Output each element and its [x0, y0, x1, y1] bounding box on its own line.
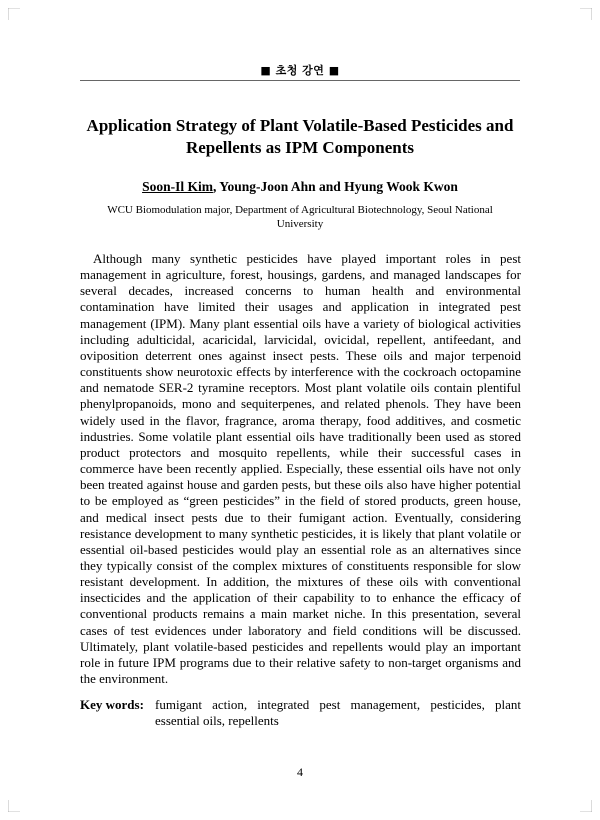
header-divider [80, 80, 520, 81]
page-number: 4 [297, 765, 303, 779]
presenting-author: Soon-Il Kim [142, 179, 213, 194]
keywords-list: fumigant action, integrated pest management, pesticides, plant essential oils, repellents [155, 697, 521, 728]
keywords-block [80, 697, 521, 729]
abstract-body: Although many synthetic pesticides have played important roles in pest management in agriculture, forest, housings, gardens, and managed landscapes for several decades, increased concerns to human health and environmental contamination have limited their usages and application in integrated pest management (IPM). Many plant essential oils have a variety of biological activities including adulticidal, acaricidal, larvicidal, ovicidal, repellent, antifeedant, and oviposition deterrent ones against insect pests. These oils and major terpenoid constituents show neurotoxic effects by interference with the cockroach octopamine and nematode SER-2 tyramine receptors. Most plant volatile oils contain plentiful phenylpropanoids, mono and sequiterpenes, and related phenols. They have been widely used in the flavor, fragrance, aroma therapy, food additives, and cosmetic industries. Some volatile plant essential oils have traditionally been used as stored product protectors and mosquito repellents, while their successful cases in commerce have been recently applied. Especially, these essential oils have not only been treated against house and garden pests, but these oils also have higher potential to be employed as “green pesticides” in the field of stored products, green house, and medical insect pests due to their fumigant action. Eventually, considering resistance development to many synthetic pesticides, it is likely that plant volatile or essential oil-based pesticides would play an essential role as an alternatives since they typically consist of the complex mixtures of constituents responsible for slow resistant development. In addition, the mixtures of these oils with conventional insecticides and the application of their capability to to enhance the efficacy of conventional products remains a main market niche. In this presentation, several cases of test evidences under laboratory and field conditions will be discussed. Ultimately, plant volatile-based pesticides and repellents would play an important role in future IPM programs due to their relative safety to non-target organisms and the environment. [80, 251, 521, 687]
section-header: ■ 초청 강연 ■ [260, 64, 340, 77]
author-line [80, 178, 520, 196]
paper-title: Application Strategy of Plant Volatile-Based Pesticides and Repellents as IPM Components [86, 116, 514, 157]
co-authors: , Young-Joon Ahn and Hyung Wook Kwon [212, 179, 458, 194]
keywords-label: Key words: [80, 697, 144, 712]
affiliation: WCU Biomodulation major, Department of Agricultural Biotechnology, Seoul National University [107, 204, 493, 230]
